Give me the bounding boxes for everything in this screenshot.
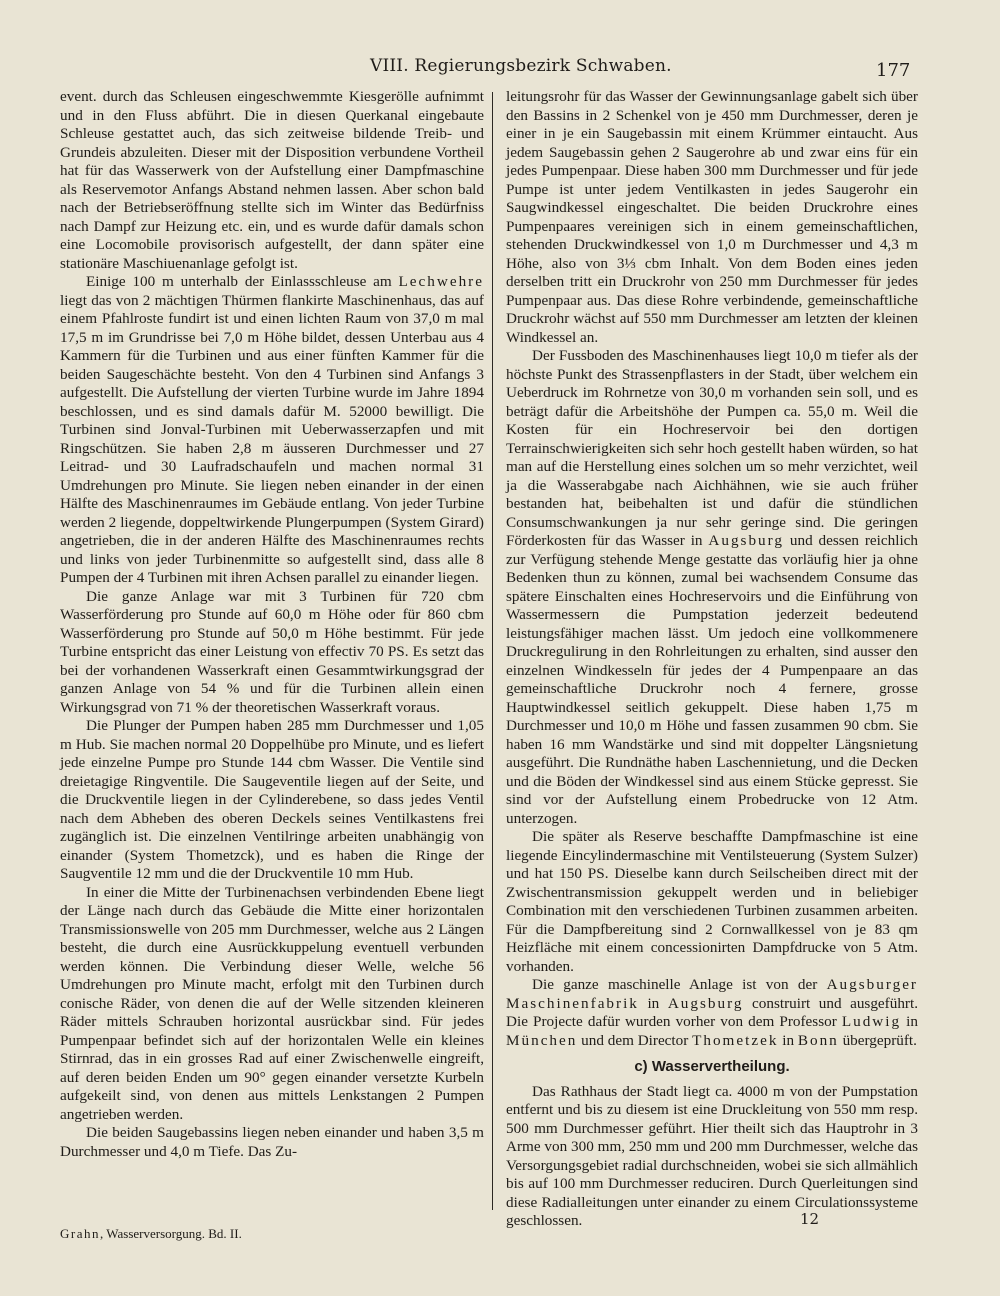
paragraph: Die Plunger der Pumpen haben 285 mm Durchmesser und 1,05 m Hub. Sie machen normal 20 Doppelhübe pro Minute, und es liefert jede einzelne Pumpe pro Stunde 144 cbm Wasser. Die Ventile sind dreietagige Ringventile. Die Saugeventile liegen auf der Seite, und die Druckventile liegen in der Cylinderebene, so dass jedes Ventil nach dem Abheben des oberen Deckels seines Ventilkastens frei zugänglich ist. Die einzelnen Ventilringe arbeiten unabhängig von einander (System Thometzck), und es haben die Ringe der Saugventile 12 mm und die der Druckventile 10 mm Hub.: [60, 717, 484, 882]
paragraph: In einer die Mitte der Turbinenachsen verbindenden Ebene liegt der Länge nach durch das Gebäude die Mitte einer horizontalen Transmissionswelle von 205 mm Durchmesser, welche aus 2 Längen besteht, die durch eine Ausrückkuppelung eventuell verbunden werden können. Die Verbindung dieser Welle, welche 56 Umdrehungen pro Minute macht, erfolgt mit den Turbinen durch conische Räder, von denen die auf der Welle sitzenden kleineren Räder mittels Schrauben horizontal ausrückbar sind. Für jedes Pumpenpaar befindet sich auf der horizontalen Welle ein kleines Stirnrad, das in ein grosses Rad auf einer Zwischenwelle eingreift, auf deren beiden Enden um 90° gegen einander versetzte Kurbeln aufgekeilt sind, von denen aus mittels Lenkstangen 2 Pumpen angetrieben werden.: [60, 883, 484, 1123]
spaced-term: Lechwehre: [398, 273, 484, 290]
section-heading: c) Wasservertheilung.: [634, 1058, 790, 1075]
paragraph: event. durch das Schleusen eingeschwemmte Kiesgerölle aufnimmt und in den Fluss abführt. Die in diesen Querkanal eingebaute Schleuse gestattet auch, das sich zeitweise bildende Treib- und Grundeis abzuleiten. Dieser mit der Disposition verbundene Vortheil hat für das Wasserwerk von der Aufstellung einer Dampfmaschine als Reservemotor Anfangs Abstand nehmen lassen. Aber schon bald nach der Betriebseröffnung stellte sich im Winter das Bedürfniss nach Dampf zur Heizung etc. ein, und es wurde dafür damals schon eine Locomobile provisorisch aufgestellt, der dann später eine stationäre Maschiuenanlage gefolgt ist.: [60, 88, 484, 272]
right-column: [506, 88, 918, 1231]
spaced-term: Ludwig: [841, 1013, 902, 1030]
spaced-term: Bonn: [797, 1031, 839, 1049]
paragraph: Die später als Reserve beschaffte Dampfmaschine ist eine liegende Eincylindermaschine mit Ventilsteuerung (System Sulzer) und hat 150 PS. Dieselbe kann durch Seilscheiben direct mit der Zwischentransmission gekuppelt werden und in beliebiger Combination mit den verschiedenen Turbinen zusammen arbeiten. Für die Dampfbereitung sind 2 Cornwallkessel von je 83 qm Heizfläche mit einem concessionirten Dampfdrucke von 5 Atm. vorhanden.: [506, 828, 918, 975]
spaced-term: Augsburg: [708, 532, 785, 549]
page-number: 177: [876, 60, 911, 81]
column-divider: [492, 92, 493, 1210]
paragraph: Der Fussboden des Maschinenhauses liegt 10,0 m tiefer als der höchste Punkt des Strassenpflasters in der Stadt, über welchem ein Ueberdruck im Rohrnetze von 30,0 m vorhanden sein soll, und es beträgt dafür die Arbeitshöhe der Pumpen ca. 55,0 m. Weil die Kosten für ein Hochreservoir bei den dortigen Terrainschwierigkeiten sich sehr hoch gestellt haben würden, so hat man auf die Herstellung eines solchen um so mehr verzichtet, weil ja die Wasserabgabe nach Aichhähnen, wie sie auch früher bestanden hat, beibehalten ist und dafür die stündlichen Consumschwankungen ja nur sehr geringe sind. Die geringen Förderkosten für das Wasser in Augsburg und dessen reichlich zur Verfügung stehende Menge gestatte das vorläufig hier ja ohne Bedenken thun zu können, zumal bei wachsendem Consume das spätere Einschalten eines Hochreservoirs und die Einführung von Wassermessern die Pumpstation jederzeit bedeutend leistungsfähiger machen lässt. Um jedoch eine vollkommenere Druckregulirung in den Rohrleitungen zu erhalten, sind ausser den einzelnen Windkesseln für jedes der 4 Pumpenpaare an das gemeinschaftliche Druckrohr noch 4 fernere, grosse Hauptwindkessel seitlich gekuppelt. Diese haben 1,75 m Durchmesser und 10,0 m Höhe und fassen zusammen 90 cbm. Sie haben 16 mm Wandstärke und sind mit doppelter Längsnietung ausgeführt. Die Rundnäthe haben Laschennietung, und die Decken und die Böden der Windkessel sind aus einem Stücke gepresst. Sie sind vor der Aufstellung einem Probedrucke von 12 Atm. unterzogen.: [506, 347, 918, 827]
paragraph: leitungsrohr für das Wasser der Gewinnungsanlage gabelt sich über den Bassins in 2 Schenkel von je 450 mm Durchmesser, deren je einer in je ein Saugebassin mit einem Krümmer eintaucht. Aus jedem Saugebassin gehen 2 Saugerohre ab und zwar eins für ein jedes Pumpenpaar. Diese haben 300 mm Durchmesser und für jede Pumpe ist unter jedem Ventilkasten in jedes Saugerohr ein Saugwindkessel eingeschaltet. Die beiden Druckrohre eines Pumpenpaares vereinigen sich in einem gemeinschaftlichen, stehenden Druckwindkessel von 1,0 m Durchmesser und 4,3 m Höhe, also von 3⅓ cbm Inhalt. Von dem Boden eines jeden derselben tritt ein Druckrohr von 250 mm Durchmesser für jedes Pumpenpaar aus. Das diese Rohre verbindende, gemeinschaftliche Druckrohr wächst auf 550 mm Durchmesser am letzten der kleinen Windkessel an.: [506, 88, 918, 346]
spaced-term: München: [506, 1031, 578, 1049]
spaced-term: Augsburger Maschinenfabrik: [506, 976, 918, 1012]
footer-citation: Grahn, Wasserversorgung. Bd. II.: [60, 1226, 242, 1241]
paragraph: Einige 100 m unterhalb der Einlassschleuse am Lechwehre liegt das von 2 mächtigen Thürmen flankirte Maschinenhaus, das auf einem Pfahlroste fundirt ist und einen lichten Raum von 37,0 m mal 17,5 m im Grundrisse bei 7,0 m Höhe bildet, dessen Unterbau aus 4 Kammern für die Turbinen und aus einer fünften Kammer für die beiden Saugeschächte besteht. Von den 4 Turbinen sind Anfangs 3 aufgestellt. Die Aufstellung der vierten Turbine wurde im Jahre 1894 beschlossen, und es sind damals dafür M. 52000 bewilligt. Die Turbinen sind Jonval-Turbinen mit Ueberwasserzapfen und mit Ringschützen. Sie haben 2,8 m äusseren Durchmesser und 27 Leitrad- und 30 Laufradschaufeln und machen normal 31 Umdrehungen pro Minute. Sie liegen neben einander in der einen Hälfte des Maschinenraumes im Gebäude entlang. Von jeder Turbine werden 2 liegende, doppeltwirkende Plungerpumpen (System Girard) angetrieben, die in der anderen Hälfte des Maschinenraumes rechts und links von jeder Turbinenmitte so aufgestellt sind, dass alle 8 Pumpen der 4 Turbinen mit ihren Achsen parallel zu einander liegen.: [60, 273, 484, 586]
running-header: VIII. Regierungsbezirk Schwaben.: [370, 56, 672, 76]
signature-mark: 12: [800, 1210, 820, 1228]
spaced-term: Thometzek: [692, 1031, 779, 1049]
left-column: [60, 88, 484, 1161]
paragraph: Das Rathhaus der Stadt liegt ca. 4000 m von der Pumpstation entfernt und bis zu diesem ist eine Druckleitung von 550 mm resp. 500 mm Durchmesser geführt. Hier theilt sich das Hauptrohr in 3 Arme von 300 mm, 250 mm und 200 mm Durchmesser, welche das Versorgungsgebiet radial durchschneiden, wobei sie sich allmählich bis auf 100 mm Durchmesser reduciren. Durch Querleitungen sind diese Radialleitungen unter einander zu einem Circulationssysteme geschlossen.: [506, 1082, 918, 1229]
paragraph: Die beiden Saugebassins liegen neben einander und haben 3,5 m Durchmesser und 4,0 m Tiefe. Das Zu-: [60, 1124, 484, 1160]
spaced-term: Augsburg: [667, 994, 744, 1012]
paragraph: Die ganze maschinelle Anlage ist von der Augsburger Maschinenfabrik in Augsburg construirt und ausgeführt. Die Projecte dafür wurden vorher von dem Professor Ludwig in München und dem Director Thometzek in Bonn übergeprüft.: [506, 976, 918, 1049]
paragraph: Die ganze Anlage war mit 3 Turbinen für 720 cbm Wasserförderung pro Stunde auf 60,0 m Höhe oder für 860 cbm Wasserförderung pro Stunde auf 50,0 m Höhe bestimmt. Für jede Turbine entspricht das einer Leistung von effectiv 70 PS. Es setzt das bei der vorhandenen Wasserkraft einen Gesammtwirkungsgrad der ganzen Anlage von 54 % und für die Turbinen allein einen Wirkungsgrad von 71 % der theoretischen Wasserkraft voraus.: [60, 587, 484, 716]
